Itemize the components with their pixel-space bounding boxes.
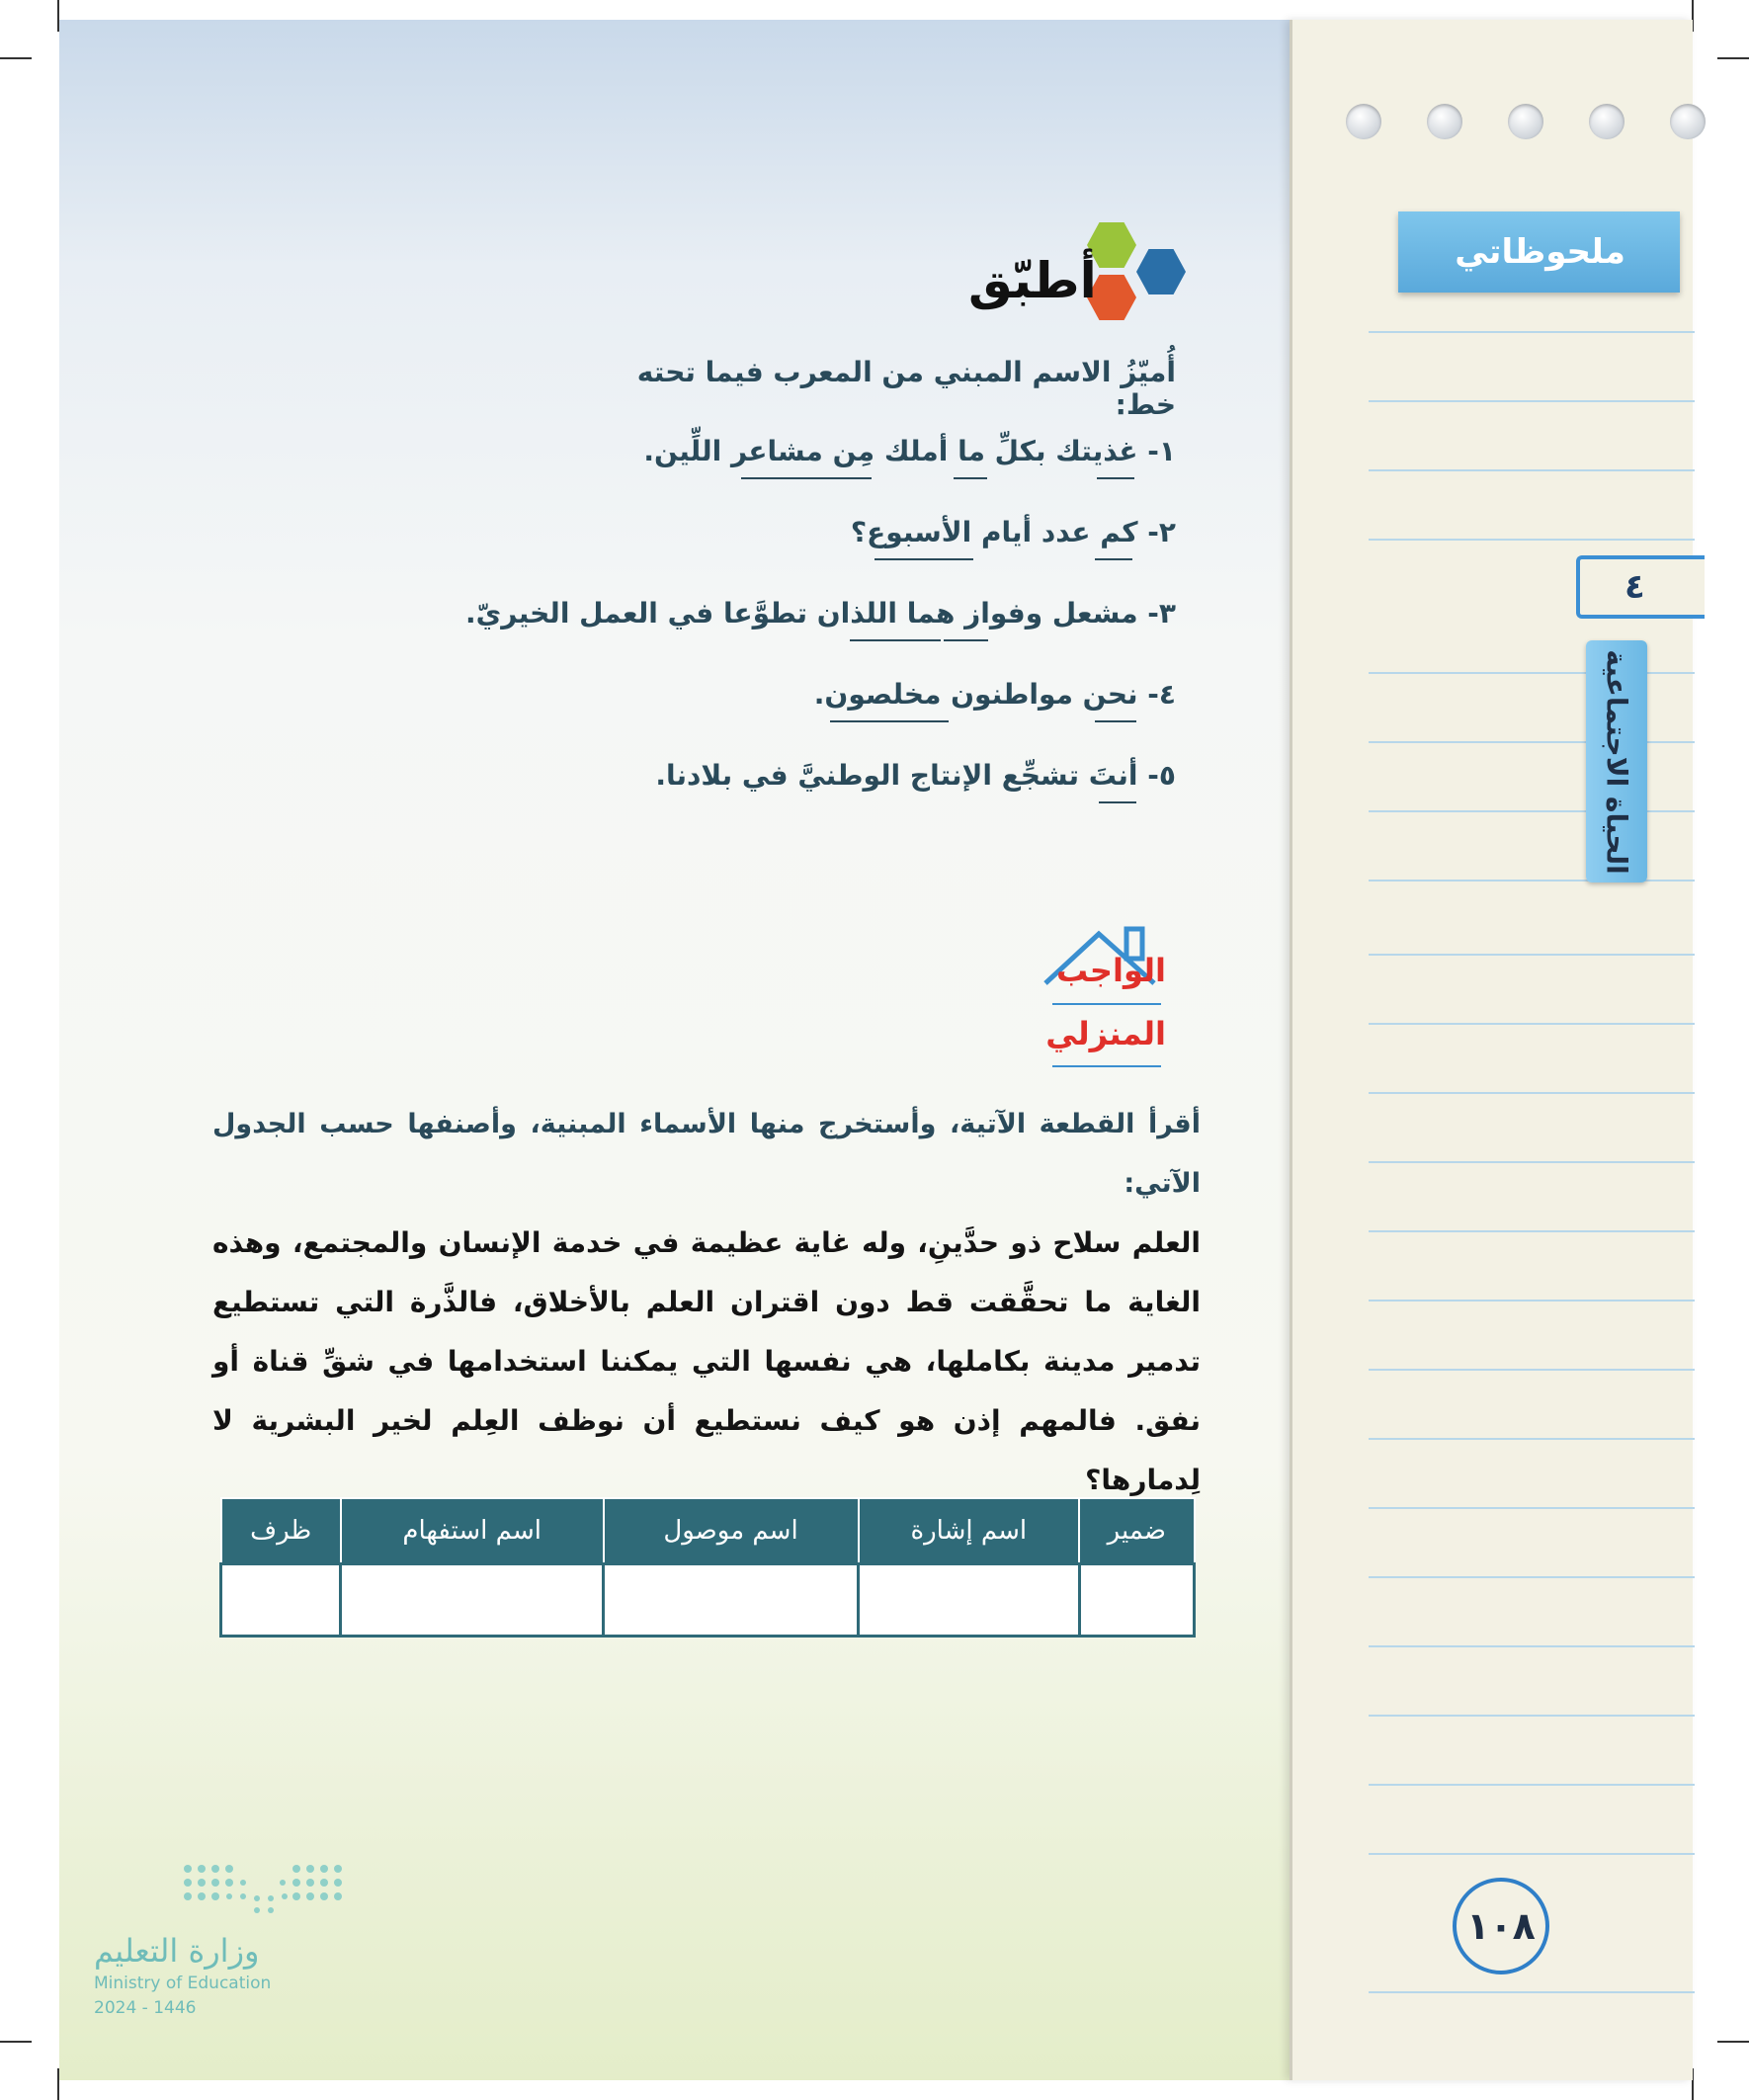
- table-header: ظرف: [221, 1498, 341, 1564]
- binder-ring-icon: [1589, 104, 1624, 139]
- crop-mark: [1717, 2041, 1749, 2043]
- notes-header: [1398, 211, 1680, 293]
- binder-ring-icon: [1508, 104, 1543, 139]
- practice-item: ٢- كم عدد أيام الأسبوع؟: [850, 516, 1176, 548]
- table-header: اسم موصول: [604, 1498, 859, 1564]
- table-header: ضمير: [1079, 1498, 1194, 1564]
- notes-panel: [1290, 20, 1693, 2080]
- crop-mark: [0, 2041, 32, 2043]
- table-header: اسم إشارة: [859, 1498, 1080, 1564]
- notes-header-label: ملحوظاتي: [1455, 232, 1625, 272]
- homework-title-line2: المنزلي: [1045, 1015, 1166, 1052]
- practice-item: ٣- مشعل وفواز هما اللذان تطوَّعا في العمل الخيريّ.: [464, 597, 1176, 630]
- practice-item: ٥- أنتَ تشجِّع الإنتاج الوطنيَّ في بلادنا.: [655, 759, 1176, 792]
- binder-ring-icon: [1427, 104, 1462, 139]
- table-header: اسم استفهام: [341, 1498, 604, 1564]
- unit-number: ٤: [1624, 567, 1645, 607]
- practice-item: ١- غذيتك بكلِّ ما أملك مِن مشاعر اللِّين.: [643, 435, 1176, 467]
- practice-title: أطبّق: [968, 252, 1097, 309]
- binder-ring-icon: [1346, 104, 1381, 139]
- homework-paragraph: العلم سلاح ذو حدَّينِ، وله غاية عظيمة في خدمة الإنسان والمجتمع، وهذه الغاية ما تحقَّقت قط دون اقتران العلم بالأخلاق، فالذَّرة التي تستطيع تدمير مدينة بكاملها، هي نفسها التي يمكننا استخدامها في شقِّ قناة أو نفق. فالمهم إذن هو كيف نستطيع أن نوظف العِلم لخير البشرية لا لِدمارها؟: [212, 1226, 1201, 1496]
- unit-number-box: [1576, 555, 1705, 619]
- table-cell[interactable]: [604, 1564, 859, 1637]
- binder-ring-icon: [1670, 104, 1706, 139]
- homework-badge: [1038, 924, 1166, 1072]
- homework-instruction: أقرأ القطعة الآتية، وأستخرج منها الأسماء المبنية، وأصنفها حسب الجدول الآتي:: [212, 1109, 1201, 1199]
- classification-table: [219, 1497, 1196, 1638]
- ministry-english: Ministry of Education: [94, 1974, 272, 1993]
- page-number: ١٠٨: [1453, 1878, 1549, 1974]
- table-cell[interactable]: [1079, 1564, 1194, 1637]
- ministry-dot-logo-icon: [178, 1861, 351, 1915]
- table-cell[interactable]: [341, 1564, 604, 1637]
- table-row: [221, 1564, 1195, 1637]
- ministry-arabic: وزارة التعليم: [94, 1932, 260, 1970]
- homework-title-line1: الواجب: [1056, 952, 1166, 989]
- crop-mark: [1717, 57, 1749, 59]
- unit-title: الحياة الاجتماعية: [1600, 648, 1633, 875]
- table-cell[interactable]: [859, 1564, 1080, 1637]
- crop-mark: [0, 57, 32, 59]
- unit-title-tab: [1586, 640, 1647, 882]
- practice-item: ٤- نحن مواطنون مخلصون.: [813, 678, 1176, 711]
- practice-instruction: أُميّزُ الاسم المبني من المعرب فيما تحته خط:: [636, 356, 1176, 421]
- table-header-row: [221, 1498, 1195, 1564]
- ministry-year: 2024 - 1446: [94, 1998, 197, 2018]
- table-cell[interactable]: [221, 1564, 341, 1637]
